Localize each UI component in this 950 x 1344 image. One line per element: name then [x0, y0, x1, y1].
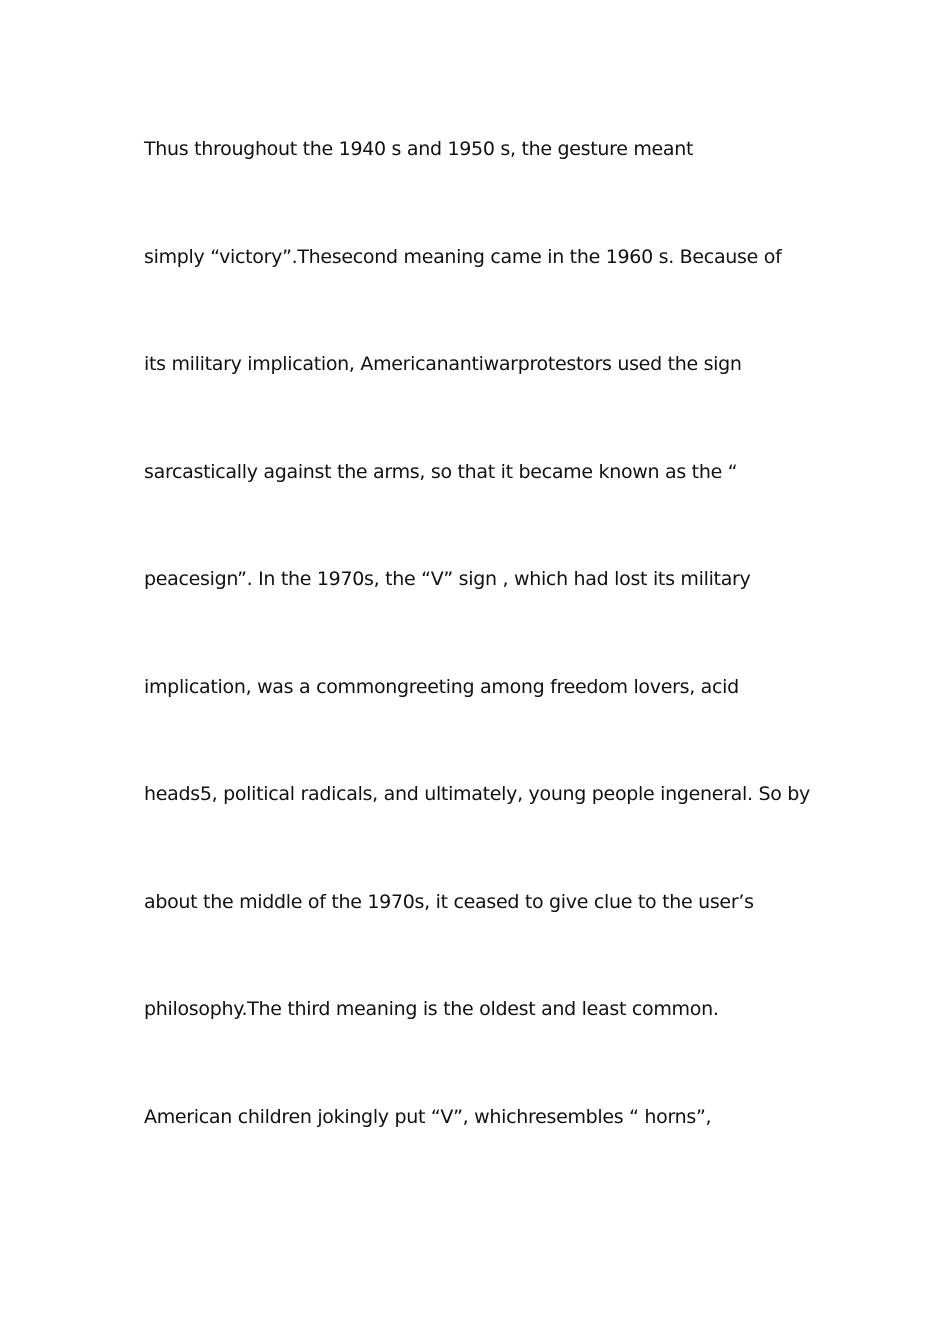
text-line: philosophy.The third meaning is the oldest and least common.	[144, 998, 719, 1020]
text-line: Thus throughout the 1940 s and 1950 s, the gesture meant	[144, 138, 694, 160]
text-line: about the middle of the 1970s, it ceased to give clue to the user’s	[144, 890, 754, 913]
document-body	[144, 131, 844, 1206]
text-line: American children jokingly put “V”, whichresembles “ horns”,	[144, 1105, 712, 1128]
text-line: its military implication, Americanantiwarprotestors used the sign	[144, 353, 742, 375]
text-line: peacesign”. In the 1970s, the “V” sign , which had lost its military	[144, 568, 751, 590]
text-line: sarcastically against the arms, so that it became known as the “	[144, 460, 738, 483]
text-line: simply “victory”.Thesecond meaning came in the 1960 s. Because of	[144, 245, 782, 268]
text-line: implication, was a commongreeting among freedom lovers, acid	[144, 675, 739, 698]
text-line: heads5, political radicals, and ultimately, young people ingeneral. So by	[144, 783, 810, 805]
